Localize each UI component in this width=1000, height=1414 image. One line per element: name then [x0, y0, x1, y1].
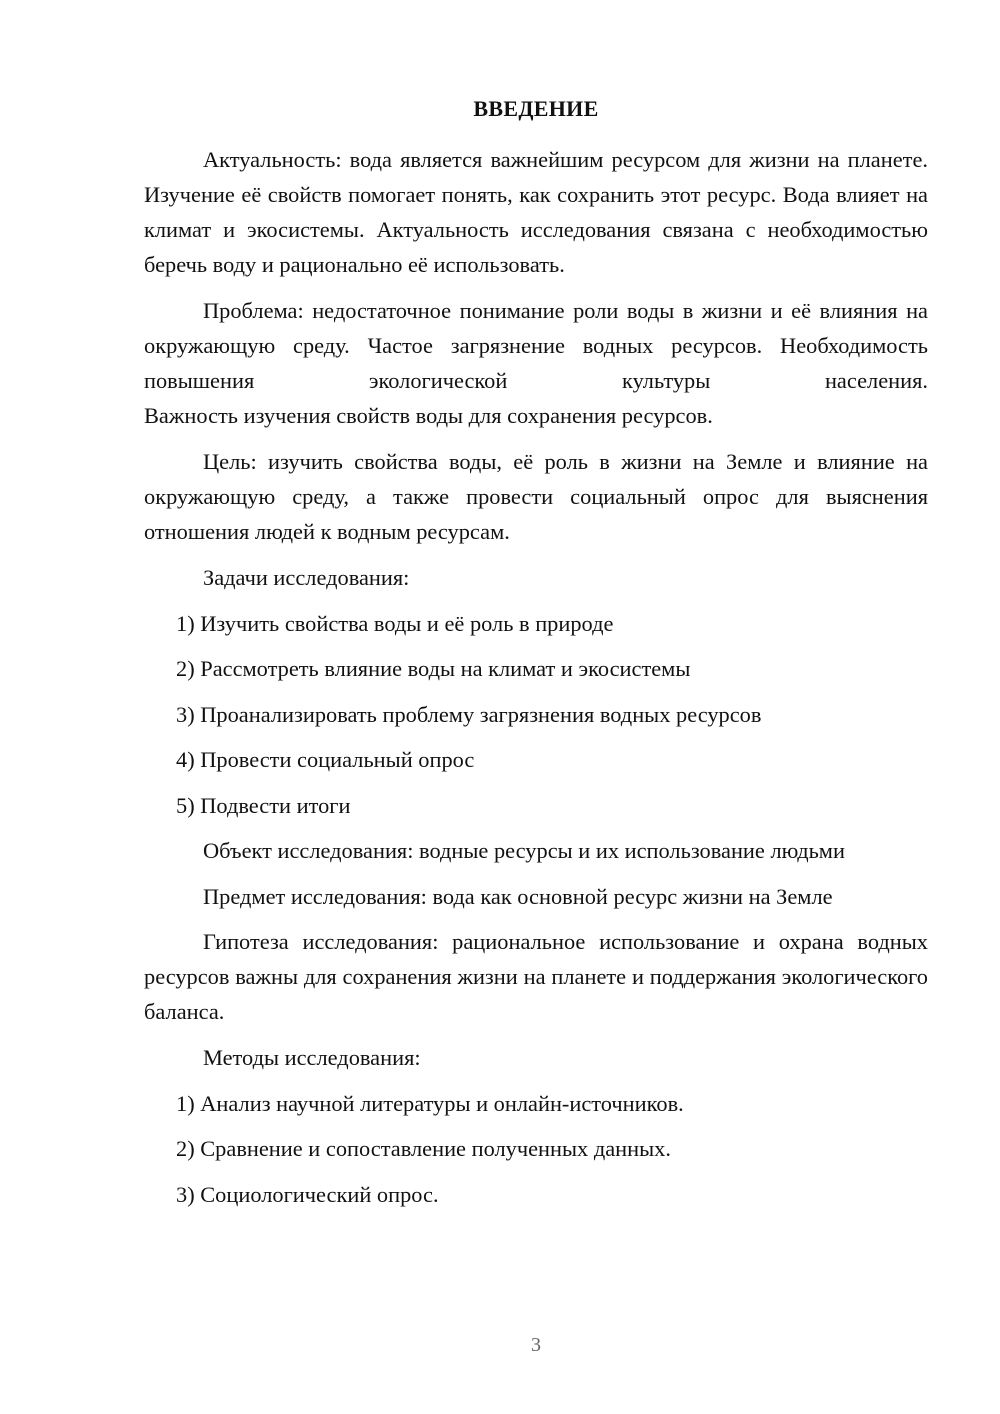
problem-paragraph: Проблема: недостаточное понимание роли воды в жизни и её влияния на окружающую среду. Частое загрязнение водных ресурсов. Необходимость повышения экологической культуры населения. — [144, 298, 928, 393]
research-object: Объект исследования: водные ресурсы и их использование людьми — [203, 838, 845, 863]
hypothesis-paragraph: Гипотеза исследования: рациональное использование и охрана водных ресурсов важны для сохранения жизни на планете и поддержания экологического баланса. — [144, 929, 928, 1024]
problem-paragraph-end: Важность изучения свойств воды для сохранения ресурсов. — [144, 403, 713, 428]
document-body — [144, 142, 928, 1222]
section-title: ВВЕДЕНИЕ — [473, 96, 599, 121]
task-item: 2) Рассмотреть влияние воды на климат и экосистемы — [176, 656, 691, 681]
research-subject: Предмет исследования: вода как основной ресурс жизни на Земле — [203, 883, 833, 909]
task-item: 4) Провести социальный опрос — [176, 747, 475, 772]
methods-heading: Методы исследования: — [203, 1045, 421, 1070]
task-item: 5) Подвести итоги — [176, 792, 351, 818]
method-item: 2) Сравнение и сопоставление полученных данных. — [176, 1136, 671, 1161]
goal-paragraph: Цель: изучить свойства воды, её роль в жизни на Земле и влияние на окружающую среду, а также провести социальный опрос для выяснения отношения людей к водным ресурсам. — [144, 449, 928, 544]
method-item: 3) Социологический опрос. — [176, 1181, 439, 1207]
method-item: 1) Анализ научной литературы и онлайн-источников. — [176, 1090, 684, 1116]
relevance-paragraph: Актуальность: вода является важнейшим ресурсом для жизни на планете. Изучение её свойств помогает понять, как сохранить этот ресурс. Вода влияет на климат и экосистемы. Актуальность исследования связана с необходимостью беречь воду и рационально её использовать. — [144, 147, 928, 277]
tasks-heading: Задачи исследования: — [203, 565, 410, 590]
task-item: 3) Проанализировать проблему загрязнения водных ресурсов — [176, 701, 762, 727]
task-item: 1) Изучить свойства воды и её роль в природе — [176, 610, 614, 636]
page-number: 3 — [531, 1334, 541, 1356]
